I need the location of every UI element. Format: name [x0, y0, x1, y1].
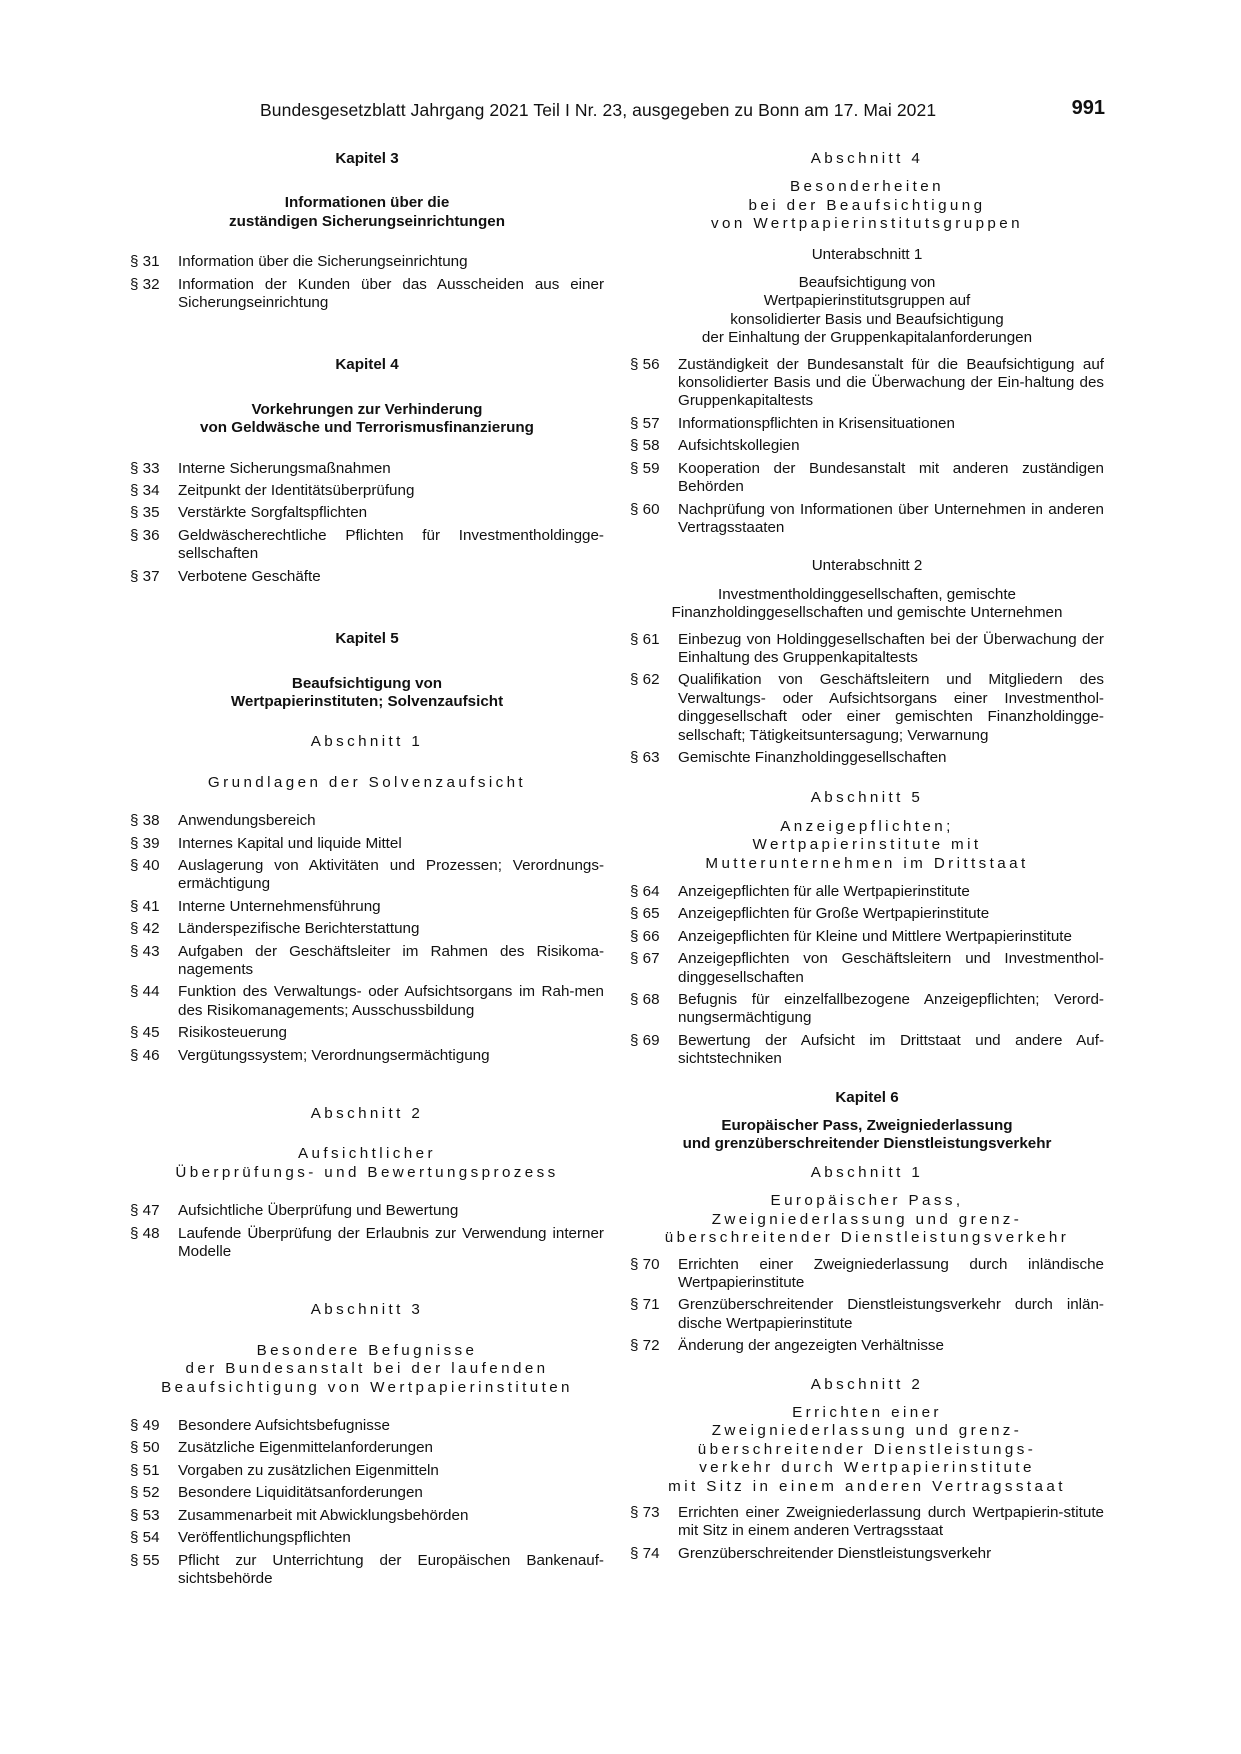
toc-entry: [130, 482, 604, 500]
toc-entry: [130, 527, 604, 564]
section-number: § 74: [630, 1544, 660, 1562]
section-title: Grenzüberschreitender Dienstleistungsverkehr: [678, 1544, 992, 1562]
section-number: § 49: [130, 1417, 160, 1435]
toc-entry: [630, 905, 1104, 923]
kapitel-title: Informationen über die zuständigen Sicherungseinrichtungen: [229, 194, 505, 230]
section-title: Aufgaben der Geschäftsleiter im Rahmen des Risikoma-nagements: [178, 942, 604, 978]
toc-entry: [130, 1507, 604, 1525]
section-title: Änderung der angezeigten Verhältnisse: [678, 1337, 944, 1355]
toc-entry: [130, 1552, 604, 1589]
section-number: § 46: [130, 1046, 160, 1064]
section-number: § 52: [130, 1484, 160, 1502]
toc-entry: [630, 1032, 1104, 1069]
section-title: Auslagerung von Aktivitäten und Prozessen; Verordnungs-ermächtigung: [178, 856, 604, 893]
kapitel-heading: Kapitel 3: [335, 150, 399, 167]
section-number: § 56: [630, 355, 660, 373]
section-title: Aufsichtskollegien: [678, 437, 800, 455]
section-title: Grenzüberschreitender Dienstleistungsverkehr durch inlän-dische Wertpapierinstitute: [678, 1296, 1104, 1332]
section-number: § 63: [630, 748, 660, 766]
abschnitt-heading: Abschnitt 2: [310, 1105, 424, 1122]
section-number: § 70: [630, 1255, 660, 1273]
section-number: § 44: [130, 983, 160, 1001]
section-title: Interne Sicherungsmaßnahmen: [178, 459, 391, 477]
section-number: § 64: [630, 883, 660, 900]
section-title: Besondere Aufsichtsbefugnisse: [178, 1417, 390, 1435]
section-number: § 68: [630, 991, 660, 1009]
toc-entry: [630, 415, 1104, 433]
left-column: [130, 150, 604, 1592]
section-title: Errichten einer Zweigniederlassung durch inländische Wertpapierinstitute: [678, 1255, 1104, 1291]
section-number: § 37: [130, 567, 160, 585]
section-number: § 51: [130, 1461, 160, 1479]
toc-entry: [630, 501, 1104, 538]
toc-entry: [130, 1439, 604, 1457]
toc-entry: [630, 1545, 1104, 1563]
page-header: [0, 97, 1241, 130]
section-number: § 67: [630, 950, 660, 968]
toc-list: [630, 631, 1104, 768]
section-title: Veröffentlichungspflichten: [178, 1529, 351, 1547]
unterabschnitt-heading: Unterabschnitt 2: [811, 557, 923, 575]
section-title: Besondere Liquiditätsanforderungen: [178, 1484, 423, 1502]
toc-list: [630, 1504, 1104, 1563]
section-title: Errichten einer Zweigniederlassung durch Wertpapierin-stitute mit Sitz in einem anderen Vertragsstaat: [678, 1503, 1104, 1540]
section-title: Pflicht zur Unterrichtung der Europäischen Bankenauf-sichtsbehörde: [178, 1551, 604, 1587]
section-title: Zusätzliche Eigenmittelanforderungen: [178, 1439, 433, 1457]
section-number: § 62: [630, 671, 660, 689]
abschnitt-heading: Abschnitt 5: [810, 789, 924, 807]
toc-list: [630, 883, 1104, 1069]
toc-list: [630, 1256, 1104, 1356]
section-number: § 66: [630, 927, 660, 945]
abschnitt-heading: Abschnitt 1: [810, 1163, 924, 1181]
section-number: § 61: [630, 630, 660, 648]
section-title: Anzeigepflichten für Große Wertpapierinstitute: [678, 905, 990, 923]
section-number: § 38: [130, 812, 160, 830]
toc-entry: [130, 253, 604, 271]
section-title: Länderspezifische Berichterstattung: [178, 920, 420, 938]
toc-entry: [130, 1024, 604, 1042]
toc-entry: [130, 1225, 604, 1262]
section-title: Zusammenarbeit mit Abwicklungsbehörden: [178, 1506, 469, 1524]
toc-entry: [130, 1417, 604, 1435]
page-number: 991: [1071, 97, 1105, 119]
section-title: Interne Unternehmensführung: [178, 897, 381, 915]
toc-list: [630, 356, 1104, 538]
section-title: Befugnis für einzelfallbezogene Anzeigepflichten; Verord-nungsermächtigung: [678, 991, 1104, 1027]
section-number: § 53: [130, 1506, 160, 1524]
toc-entry: [130, 1047, 604, 1065]
section-number: § 40: [130, 856, 160, 874]
abschnitt-title: Grundlagen der Solvenzaufsicht: [207, 773, 527, 791]
section-title: Aufsichtliche Überprüfung und Bewertung: [178, 1202, 459, 1220]
toc-entry: [630, 437, 1104, 455]
section-number: § 33: [130, 459, 160, 477]
toc-entry: [130, 276, 604, 313]
section-title: Nachprüfung von Informationen über Unternehmen in anderen Vertragsstaaten: [678, 500, 1104, 536]
abschnitt-title: Europäischer Pass, Zweigniederlassung und grenz- überschreitender Dienstleistungsverkehr: [664, 1192, 1070, 1247]
section-title: Anzeigepflichten für alle Wertpapierinstitute: [678, 883, 970, 900]
kapitel-title: Vorkehrungen zur Verhinderung von Geldwäsche und Terrorismusfinanzierung: [200, 400, 534, 437]
toc-entry: [630, 1296, 1104, 1333]
section-title: Internes Kapital und liquide Mittel: [178, 834, 402, 852]
section-title: Einbezug von Holdinggesellschaften bei der Überwachung der Einhaltung des Gruppenkapitaltests: [678, 630, 1104, 666]
abschnitt-heading: Abschnitt 4: [810, 150, 924, 167]
toc-entry: [130, 504, 604, 522]
toc-entry: [130, 835, 604, 853]
unterabschnitt-title: Investmentholdinggesellschaften, gemischte Finanzholdinggesellschaften und gemischte Unternehmen: [671, 585, 1063, 622]
right-column: [630, 150, 1104, 1567]
abschnitt-title: Aufsichtlicher Überprüfungs- und Bewertungsprozess: [175, 1145, 559, 1181]
section-title: Anzeigepflichten für Kleine und Mittlere Wertpapierinstitute: [678, 927, 1072, 945]
section-title: Anzeigepflichten von Geschäftsleitern und Investmenthol-dinggesellschaften: [678, 950, 1104, 986]
section-number: § 47: [130, 1202, 160, 1220]
section-number: § 41: [130, 897, 160, 915]
toc-entry: [630, 1504, 1104, 1541]
section-title: Kooperation der Bundesanstalt mit anderen zuständigen Behörden: [678, 459, 1104, 496]
section-title: Funktion des Verwaltungs- oder Aufsichtsorgans im Rah-men des Risikomanagements; Ausschussbildung: [178, 983, 604, 1019]
section-number: § 36: [130, 526, 160, 544]
unterabschnitt-heading: Unterabschnitt 1: [811, 245, 923, 263]
section-title: Gemischte Finanzholdinggesellschaften: [678, 748, 947, 766]
section-title: Information über die Sicherungseinrichtung: [178, 253, 468, 271]
section-number: § 43: [130, 942, 160, 960]
toc-list: [130, 253, 604, 312]
toc-entry: [630, 460, 1104, 497]
toc-entry: [130, 857, 604, 894]
section-title: Vergütungssystem; Verordnungsermächtigung: [178, 1046, 490, 1064]
section-title: Verbotene Geschäfte: [178, 567, 321, 585]
section-number: § 48: [130, 1224, 160, 1242]
abschnitt-title: Besondere Befugnisse der Bundesanstalt bei der laufenden Beaufsichtigung von Wertpapierinstituten: [161, 1341, 573, 1396]
section-number: § 58: [630, 437, 660, 455]
section-number: § 31: [130, 253, 160, 271]
abschnitt-heading: Abschnitt 1: [310, 733, 424, 751]
toc-entry: [630, 671, 1104, 745]
abschnitt-heading: Abschnitt 2: [810, 1375, 924, 1393]
section-number: § 55: [130, 1551, 160, 1569]
section-number: § 35: [130, 504, 160, 522]
kapitel-heading: Kapitel 5: [335, 630, 399, 648]
section-title: Anwendungsbereich: [178, 812, 316, 830]
kapitel-heading: Kapitel 6: [835, 1088, 899, 1106]
section-number: § 59: [630, 459, 660, 477]
section-number: § 69: [630, 1031, 660, 1049]
section-number: § 45: [130, 1024, 160, 1042]
toc-entry: [130, 1202, 604, 1220]
toc-entry: [130, 1462, 604, 1480]
section-title: Zeitpunkt der Identitätsüberprüfung: [178, 482, 415, 500]
section-title: Qualifikation von Geschäftsleitern und Mitgliedern des Verwaltungs- oder Aufsichtsorgans einer Investmenthol-dinggesellschaft oder einer gemischten Finanzholdingge-sellschaft; Tätigkeitsuntersagung; Verwarnung: [678, 671, 1104, 744]
toc-entry: [630, 928, 1104, 946]
toc-entry: [130, 812, 604, 830]
toc-entry: [130, 920, 604, 938]
toc-entry: [630, 356, 1104, 411]
section-number: § 54: [130, 1529, 160, 1547]
toc-entry: [630, 950, 1104, 987]
section-title: Risikosteuerung: [178, 1024, 287, 1042]
section-title: Zuständigkeit der Bundesanstalt für die Beaufsichtigung auf konsolidierter Basis und die Überwachung der Ein-haltung des Gruppenkapitaltests: [678, 355, 1104, 410]
toc-list: [130, 1202, 604, 1261]
section-title: Informationspflichten in Krisensituationen: [678, 414, 955, 432]
toc-entry: [130, 983, 604, 1020]
toc-entry: [130, 1484, 604, 1502]
toc-list: [130, 812, 604, 1065]
toc-entry: [130, 460, 604, 478]
section-number: § 73: [630, 1503, 660, 1521]
toc-entry: [630, 991, 1104, 1028]
unterabschnitt-title: Beaufsichtigung von Wertpapierinstitutsgruppen auf konsolidierter Basis und Beaufsichtigung der Einhaltung der Gruppenkapitalanforderungen: [701, 274, 1033, 347]
section-number: § 60: [630, 500, 660, 518]
abschnitt-title: Errichten einer Zweigniederlassung und grenz- überschreitender Dienstleistungs- verkehr durch Wertpapierinstitute mit Sitz in einem anderen Vertragsstaat: [668, 1403, 1066, 1495]
toc-entry: [130, 943, 604, 980]
kapitel-title: Europäischer Pass, Zweigniederlassung und grenzüberschreitender Dienstleistungsverkehr: [682, 1117, 1052, 1153]
section-title: Verstärkte Sorgfaltspflichten: [178, 504, 368, 522]
section-number: § 39: [130, 834, 160, 852]
toc-entry: [630, 883, 1104, 901]
section-title: Laufende Überprüfung der Erlaubnis zur Verwendung interner Modelle: [178, 1224, 604, 1261]
toc-entry: [130, 1529, 604, 1547]
section-number: § 57: [630, 414, 660, 432]
abschnitt-title: Anzeigepflichten; Wertpapierinstitute mit Mutterunternehmen im Drittstaat: [705, 817, 1029, 872]
toc-entry: [630, 631, 1104, 668]
section-number: § 71: [630, 1296, 660, 1314]
toc-list: [130, 1417, 604, 1588]
section-title: Bewertung der Aufsicht im Drittstaat und andere Auf-sichtstechniken: [678, 1031, 1104, 1068]
toc-entry: [130, 898, 604, 916]
section-title: Vorgaben zu zusätzlichen Eigenmitteln: [178, 1461, 439, 1479]
section-title: Information der Kunden über das Ausscheiden aus einer Sicherungseinrichtung: [178, 275, 604, 312]
section-number: § 50: [130, 1439, 160, 1457]
toc-entry: [130, 568, 604, 586]
section-title: Geldwäscherechtliche Pflichten für Investmentholdingge-sellschaften: [178, 526, 604, 563]
section-number: § 65: [630, 905, 660, 923]
section-number: § 34: [130, 482, 160, 500]
kapitel-heading: Kapitel 4: [335, 356, 399, 374]
toc-list: [130, 460, 604, 586]
section-number: § 42: [130, 920, 160, 938]
abschnitt-title: Besonderheiten bei der Beaufsichtigung von Wertpapierinstitutsgruppen: [711, 178, 1023, 233]
running-header: Bundesgesetzblatt Jahrgang 2021 Teil I Nr. 23, ausgegeben zu Bonn am 17. Mai 2021: [260, 100, 937, 120]
toc-entry: [630, 1337, 1104, 1355]
toc-entry: [630, 749, 1104, 767]
section-number: § 32: [130, 275, 160, 293]
abschnitt-heading: Abschnitt 3: [310, 1301, 424, 1319]
kapitel-title: Beaufsichtigung von Wertpapierinstituten; Solvenzaufsicht: [230, 674, 504, 710]
toc-entry: [630, 1256, 1104, 1293]
section-number: § 72: [630, 1337, 660, 1355]
